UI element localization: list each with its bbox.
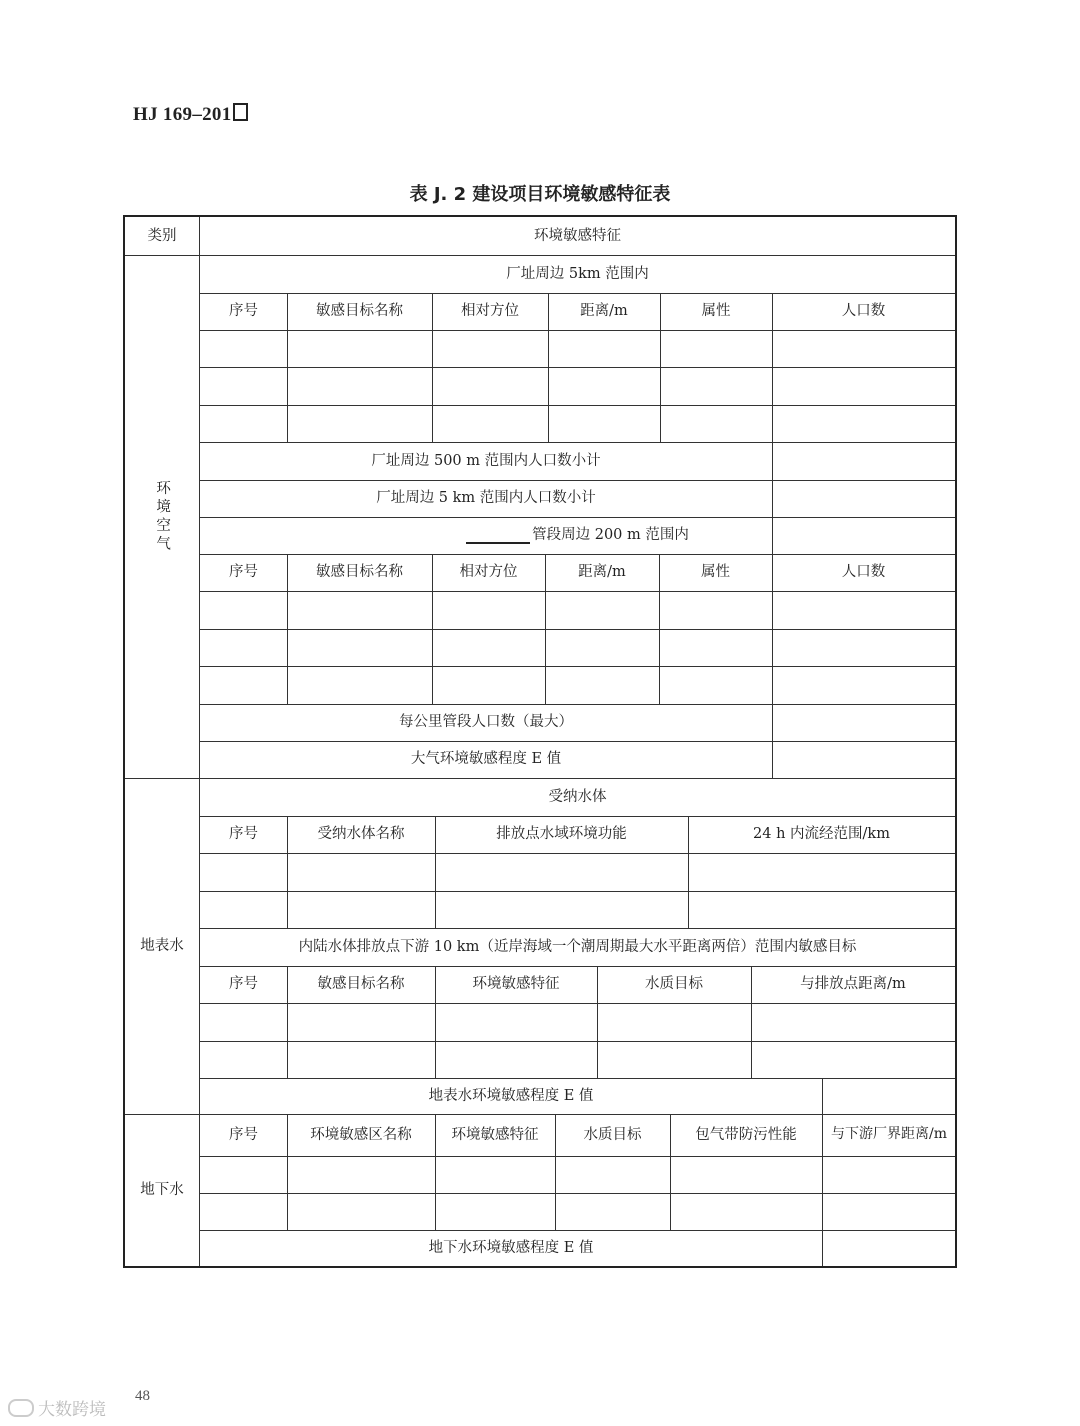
air-col-index: 序号	[229, 564, 258, 581]
air-col-distance: 距离/m	[578, 564, 626, 581]
header-category: 类别	[147, 227, 177, 244]
air-col-population: 人口数	[841, 564, 886, 581]
air-subtotal-500m: 厂址周边 500 m 范围内人口数小计	[371, 452, 601, 469]
sensitivity-table	[123, 215, 957, 1268]
category-surface-water: 地表水	[140, 937, 184, 954]
sw-section2-title: 内陆水体排放点下游 10 km（近岸海域一个潮周期最大水平距离两倍）范围内敏感目标	[298, 938, 857, 955]
air-col-distance: 距离/m	[580, 303, 628, 320]
gw-col-index: 序号	[229, 1126, 258, 1143]
standard-code: HJ 169–201	[133, 103, 248, 126]
category-groundwater: 地下水	[140, 1181, 184, 1198]
sw-sensitivity-e: 地表水环境敏感程度 E 值	[428, 1087, 594, 1104]
sw-col-water-body: 受纳水体名称	[317, 826, 405, 843]
fill-in-blank	[466, 528, 530, 544]
category-air: 环境空气	[154, 479, 171, 554]
gw-sensitivity-e: 地下水环境敏感程度 E 值	[428, 1239, 594, 1256]
air-col-index: 序号	[229, 303, 258, 320]
watermark: 大数跨境	[8, 1395, 106, 1420]
sw-col-flow-range: 24 h 内流经范围/km	[753, 826, 890, 843]
gw-col-water-quality: 水质目标	[583, 1126, 642, 1143]
sw-col-water-quality: 水质目标	[645, 976, 703, 993]
air-sensitivity-e: 大气环境敏感程度 E 值	[410, 751, 562, 768]
air-col-direction: 相对方位	[459, 564, 518, 581]
table-title: 表 J. 2 建设项目环境敏感特征表	[409, 184, 671, 205]
header-features: 环境敏感特征	[534, 227, 621, 244]
air-col-target-name: 敏感目标名称	[316, 564, 403, 581]
sw-col-index: 序号	[229, 976, 258, 993]
gw-col-area-name: 环境敏感区名称	[310, 1126, 412, 1143]
page-number: 48	[135, 1388, 150, 1404]
air-section2-title: 管段周边 200 m 范围内	[200, 517, 955, 554]
sw-col-distance: 与排放点距离/m	[800, 976, 906, 993]
air-col-attribute: 属性	[701, 564, 730, 581]
air-col-population: 人口数	[841, 303, 886, 320]
box-glyph-icon	[233, 103, 248, 121]
air-col-attribute: 属性	[701, 303, 731, 320]
gw-col-distance: 与下游厂界距离/m	[831, 1126, 947, 1143]
sw-section1-title: 受纳水体	[548, 788, 607, 805]
sw-col-index: 序号	[229, 826, 258, 843]
air-col-target-name: 敏感目标名称	[316, 303, 403, 320]
gw-col-vadose-zone: 包气带防污性能	[695, 1126, 797, 1143]
sw-col-sensitivity: 环境敏感特征	[472, 976, 560, 993]
gw-col-sensitivity: 环境敏感特征	[451, 1126, 539, 1143]
sw-col-function: 排放点水域环境功能	[496, 826, 627, 843]
air-col-direction: 相对方位	[461, 303, 519, 320]
watermark-logo-icon	[8, 1399, 34, 1417]
air-section1-title: 厂址周边 5km 范围内	[506, 265, 649, 282]
air-subtotal-5km: 厂址周边 5 km 范围内人口数小计	[376, 490, 596, 507]
sw-col-target-name: 敏感目标名称	[317, 976, 405, 993]
air-per-km-population: 每公里管段人口数（最大）	[399, 714, 573, 731]
